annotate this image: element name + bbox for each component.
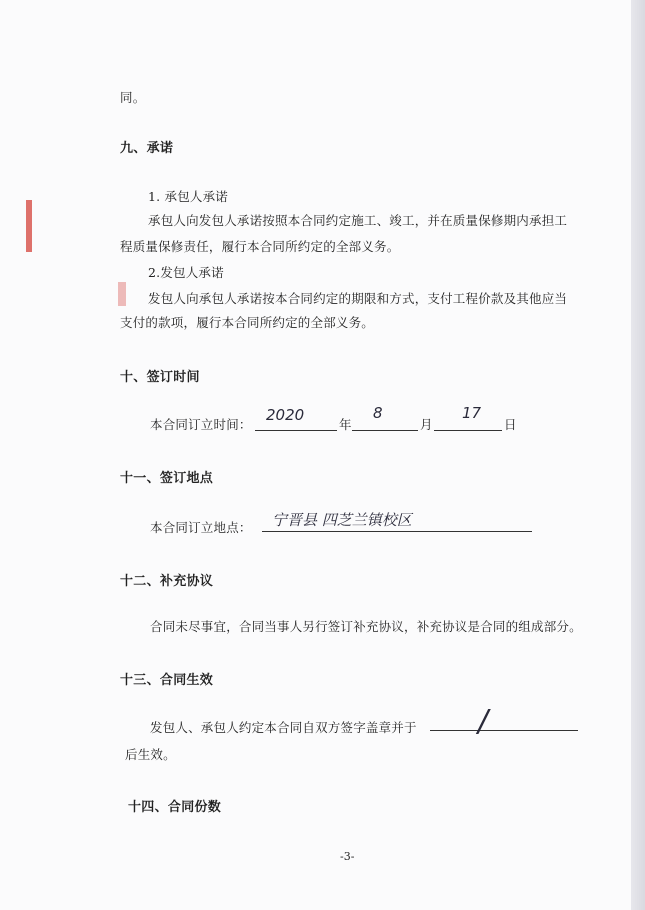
- year-handwritten: 2020: [266, 406, 305, 424]
- section-10-heading: 十、签订时间: [120, 370, 200, 385]
- day-unit: 日: [504, 417, 517, 432]
- place-field-line: [262, 531, 532, 532]
- effect-line1: 发包人、承包人约定本合同自双方签字盖章并于: [150, 720, 417, 735]
- month-field-line: [352, 430, 418, 431]
- year-unit: 年: [339, 417, 352, 432]
- section-9-item2-title: 2.发包人承诺: [148, 265, 224, 280]
- month-handwritten: 8: [373, 404, 383, 422]
- signing-place-label: 本合同订立地点：: [150, 520, 252, 535]
- top-fragment: 同。: [120, 90, 146, 105]
- year-field-line: [255, 430, 337, 431]
- section-14-heading: 十四、合同份数: [128, 800, 222, 815]
- section-12-heading: 十二、补充协议: [120, 574, 214, 589]
- section-9-item1-title: 1. 承包人承诺: [148, 189, 228, 204]
- supplementary-text: 合同未尽事宜，合同当事人另行签订补充协议，补充协议是合同的组成部分。: [150, 619, 582, 634]
- seal-mark: [26, 200, 32, 252]
- place-handwritten: 宁晋县 四芝兰镇校区: [272, 511, 412, 529]
- day-handwritten: 17: [462, 404, 482, 422]
- effect-line2: 后生效。: [125, 747, 176, 762]
- section-9-item2-line2: 支付的款项，履行本合同所约定的全部义务。: [120, 315, 375, 330]
- page-edge-shadow: [631, 0, 645, 910]
- section-11-heading: 十一、签订地点: [120, 471, 214, 486]
- section-13-heading: 十三、合同生效: [120, 673, 214, 688]
- section-9-heading: 九、承诺: [120, 141, 174, 156]
- seal-mark: [118, 282, 126, 306]
- day-field-line: [434, 430, 502, 431]
- section-9-item1-line1: 承包人向发包人承诺按照本合同约定施工、竣工，并在质量保修期内承担工: [148, 213, 568, 228]
- signing-time-label: 本合同订立时间：: [150, 417, 252, 432]
- effect-slash-mark: /: [478, 704, 489, 739]
- section-9-item2-line1: 发包人向承包人承诺按本合同约定的期限和方式，支付工程价款及其他应当: [148, 291, 568, 306]
- month-unit: 月: [420, 417, 433, 432]
- page-number: -3-: [340, 850, 355, 863]
- section-9-item1-line2: 程质量保修责任，履行本合同所约定的全部义务。: [120, 239, 400, 254]
- effect-field-line: [430, 730, 578, 731]
